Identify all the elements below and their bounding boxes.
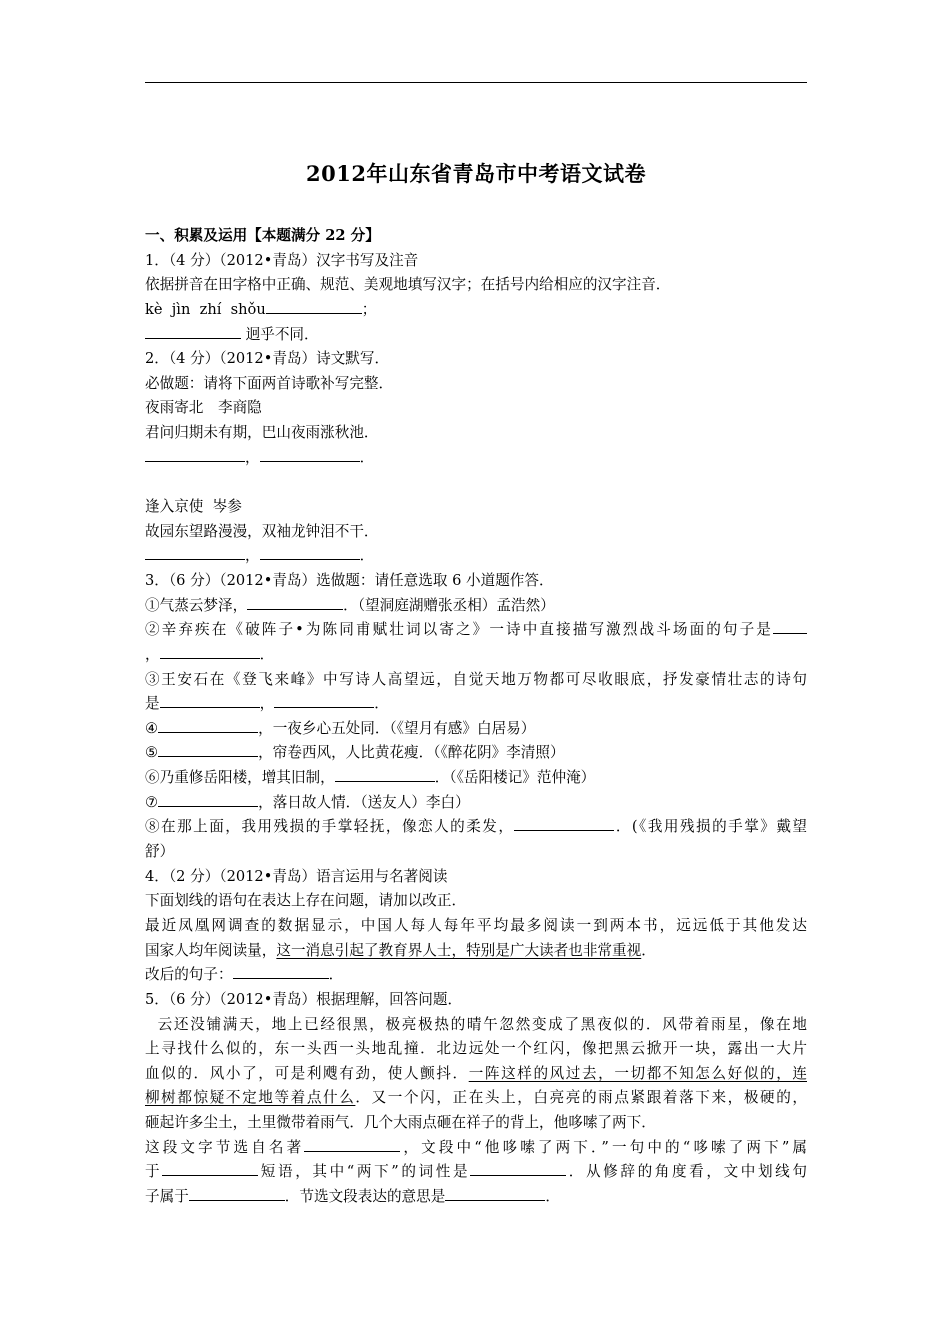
punct: ； bbox=[361, 300, 377, 318]
answer-blank[interactable] bbox=[274, 693, 374, 708]
answer-blank[interactable] bbox=[189, 1186, 285, 1201]
answer-blank[interactable] bbox=[470, 1161, 566, 1176]
item-text: ．（望洞庭湖赠张丞相）孟浩然） bbox=[343, 596, 555, 614]
q3-item-1 bbox=[145, 594, 807, 619]
item-text: ④ bbox=[145, 719, 159, 737]
question-text: 这段文字节选自名著 bbox=[145, 1138, 305, 1156]
item-text: ⑦ bbox=[145, 793, 159, 811]
question-text: ．节选文段表达的意思是 bbox=[284, 1187, 446, 1205]
q4-header: 4．（2 分）（2012•青岛）语言运用与名著阅读 bbox=[145, 867, 448, 885]
q2-must: 必做题：请将下面两首诗歌补写完整． bbox=[145, 374, 394, 392]
answer-label: 改后的句子： bbox=[145, 966, 233, 984]
poem2-line: 故园东望路漫漫，双袖龙钟泪不干． bbox=[145, 522, 379, 540]
underlined-sentence: 一阵这样的风过去，一切都不知怎么好似的，连 bbox=[468, 1064, 807, 1082]
item-text: ⑥乃重修岳阳楼，增其旧制， bbox=[145, 769, 335, 787]
punct: ， bbox=[259, 695, 275, 713]
passage-text: 国家人均年阅读量， bbox=[145, 941, 277, 959]
punct: ． bbox=[328, 966, 344, 984]
q3-item-6 bbox=[145, 766, 807, 791]
punct: ． bbox=[359, 547, 375, 565]
q5-passage-1: 云还没铺满天，地上已经很黑，极亮极热的晴午忽然变成了黑夜似的．风带着雨星，像在地 bbox=[145, 1015, 807, 1033]
header-rule bbox=[145, 82, 807, 83]
poem1-title: 夜雨寄北 李商隐 bbox=[145, 399, 262, 417]
answer-blank[interactable] bbox=[162, 1161, 258, 1176]
item-text: ①气蒸云梦泽， bbox=[145, 596, 248, 614]
item-text: ．（《岳阳楼记》范仲淹） bbox=[434, 769, 596, 787]
q3-item-2 bbox=[145, 618, 807, 643]
q5-question-1 bbox=[145, 1136, 807, 1161]
poem1-line: 君问归期未有期，巴山夜雨涨秋池． bbox=[145, 424, 379, 442]
item-text: ，一夜乡心五处同．（《望月有感》白居易） bbox=[258, 719, 536, 737]
answer-blank[interactable] bbox=[514, 816, 614, 831]
answer-blank[interactable] bbox=[335, 767, 435, 782]
punct: ， bbox=[245, 448, 260, 466]
answer-blank[interactable] bbox=[260, 447, 360, 462]
q3-item-2-cont bbox=[145, 643, 807, 668]
question-text: 子属于 bbox=[145, 1187, 189, 1205]
q1-header: 1．（4 分）（2012•青岛）汉字书写及注音 bbox=[145, 251, 419, 269]
passage-text: ．又一个闪，正在头上，白亮亮的雨点紧跟着落下来，极硬的， bbox=[355, 1089, 807, 1107]
answer-blank[interactable] bbox=[247, 595, 343, 610]
poem2-title: 逢入京使 岑参 bbox=[145, 498, 242, 516]
item-text: ②辛弃疾在《破阵子•为陈同甫赋壮词以寄之》一诗中直接描写激烈战斗场面的句子是 bbox=[145, 621, 773, 639]
answer-blank[interactable] bbox=[145, 324, 241, 339]
q3-item-8 bbox=[145, 815, 807, 840]
answer-blank[interactable] bbox=[158, 718, 258, 733]
item-text: ．(《我用残损的手掌》戴望 bbox=[614, 818, 807, 836]
answer-blank[interactable] bbox=[145, 545, 245, 560]
q4-passage-1: 最近凤凰网调查的数据显示，中国人每人每年平均最多阅读一到两本书，远远低于其他发达 bbox=[145, 916, 807, 934]
answer-blank[interactable] bbox=[145, 447, 245, 462]
q1-instruction: 依据拼音在田字格中正确、规范、美观地填写汉字；在括号内给相应的汉字注音． bbox=[145, 276, 671, 294]
q5-question-2 bbox=[145, 1160, 807, 1185]
answer-blank[interactable] bbox=[233, 964, 329, 979]
punct: ． bbox=[259, 645, 275, 663]
q2-header: 2．（4 分）（2012•青岛）诗文默写． bbox=[145, 350, 390, 368]
q3-item-3: ③王安石在《登飞来峰》中写诗人高望远，自觉天地万物都可尽收眼底，抒发豪情壮志的诗句 bbox=[145, 670, 807, 688]
question-text: ．从修辞的角度看，文中划线句 bbox=[566, 1163, 807, 1181]
item-text: 是 bbox=[145, 695, 160, 713]
item-text: ，帘卷西风，人比黄花瘦．（《醉花阴》李清照） bbox=[258, 744, 565, 762]
q3-item-5 bbox=[145, 741, 807, 766]
q1-tail: 迥乎不同． bbox=[241, 325, 319, 343]
poem2-blank-line bbox=[145, 544, 807, 569]
punct: ． bbox=[641, 941, 656, 959]
answer-blank[interactable] bbox=[773, 619, 807, 634]
item-text: ⑧在那上面，我用残损的手掌轻抚，像恋人的柔发， bbox=[145, 818, 515, 836]
section-heading: 一、积累及运用【本题满分 22 分】 bbox=[145, 227, 380, 244]
punct: ， bbox=[245, 547, 260, 565]
q5-passage-2: 上寻找什么似的，东一头西一头地乱撞．北边远处一个红闪，像把黑云掀开一块，露出一大片 bbox=[145, 1040, 807, 1058]
item-text: ，落日故人情．（送友人）李白） bbox=[258, 793, 470, 811]
answer-blank[interactable] bbox=[266, 299, 362, 314]
q3-header: 3．（6 分）（2012•青岛）选做题：请任意选取 6 小道题作答． bbox=[145, 571, 554, 589]
answer-blank[interactable] bbox=[304, 1137, 400, 1152]
q5-passage-4 bbox=[145, 1086, 807, 1111]
item-text: ， bbox=[145, 645, 160, 663]
q3-item-4 bbox=[145, 717, 807, 742]
item-text: ⑤ bbox=[145, 744, 159, 762]
page-title: 2012年山东省青岛市中考语文试卷 bbox=[306, 161, 646, 186]
q5-header: 5．（6 分）（2012•青岛）根据理解，回答问题． bbox=[145, 990, 463, 1008]
underlined-sentence: 这一消息引起了教育界人士，特别是广大读者也非常重视 bbox=[276, 941, 642, 959]
answer-blank[interactable] bbox=[260, 545, 360, 560]
punct: ． bbox=[359, 448, 375, 466]
answer-blank[interactable] bbox=[160, 693, 260, 708]
answer-blank[interactable] bbox=[160, 644, 260, 659]
question-text: 于 bbox=[145, 1163, 163, 1181]
q4-instruction: 下面划线的语句在表达上存在问题，请加以改正． bbox=[145, 892, 467, 910]
question-text: ，文段中“他哆嗦了两下．”一句中的“哆嗦了两下”属 bbox=[400, 1138, 807, 1156]
answer-blank[interactable] bbox=[158, 742, 258, 757]
punct: ． bbox=[374, 695, 389, 713]
q1-pinyin-line bbox=[145, 298, 807, 323]
answer-blank[interactable] bbox=[445, 1186, 545, 1201]
q3-item-8-cont: 舒） bbox=[145, 843, 175, 861]
q5-passage-3 bbox=[145, 1062, 807, 1087]
q3-item-7 bbox=[145, 791, 807, 816]
q1-blank-line bbox=[145, 323, 807, 348]
q5-passage-5: 砸起许多尘土，土里微带着雨气．几个大雨点砸在祥子的背上，他哆嗦了两下． bbox=[145, 1114, 656, 1132]
passage-text: 血似的．风小了，可是利飕有劲，使人颤抖． bbox=[145, 1064, 469, 1082]
exam-body bbox=[145, 224, 807, 1210]
q4-answer-line bbox=[145, 963, 807, 988]
q4-passage-2 bbox=[145, 939, 807, 964]
underlined-sentence: 柳树都惊疑不定地等着点什么 bbox=[145, 1089, 356, 1107]
answer-blank[interactable] bbox=[158, 792, 258, 807]
q3-item-3-cont bbox=[145, 692, 807, 717]
poem1-blank-line bbox=[145, 446, 807, 471]
spacer bbox=[145, 470, 807, 495]
punct: ． bbox=[545, 1187, 560, 1205]
q5-question-3 bbox=[145, 1185, 807, 1210]
q1-pinyin: kè jìn zhí shǒu bbox=[145, 300, 266, 318]
question-text: 短语，其中“两下”的词性是 bbox=[258, 1163, 471, 1181]
